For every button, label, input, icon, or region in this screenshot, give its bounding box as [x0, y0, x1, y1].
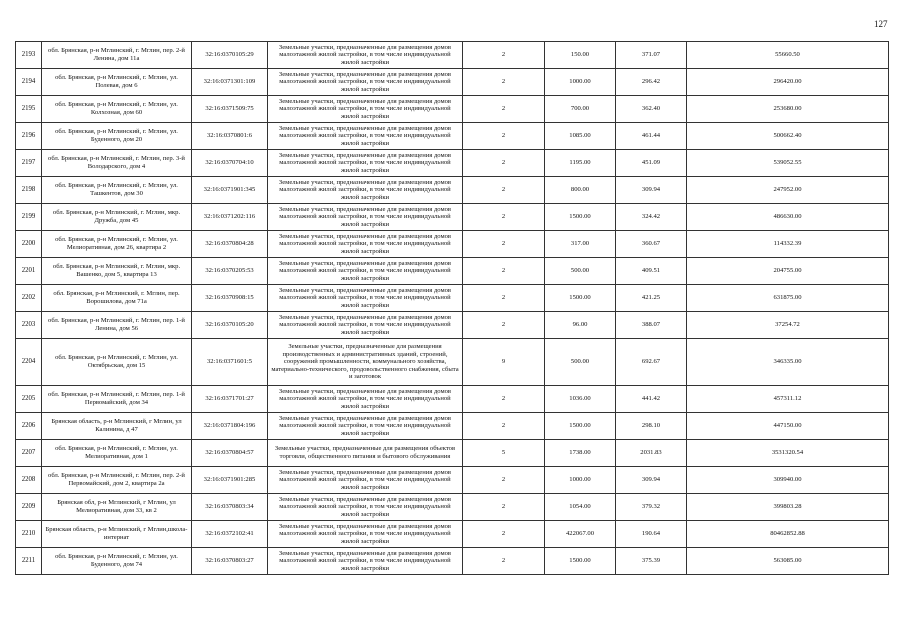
specific-value-cell: 362.40 — [616, 96, 687, 123]
address-cell: обл. Брянская, р-н Мглинский, г. Мглин, пер. Ворошилова, дом 71а — [42, 285, 192, 312]
cadastral-number-cell: 32:16:0371301:109 — [192, 69, 268, 96]
permitted-use-cell: Земельные участки, предназначенные для размещения домов малоэтажной жилой застройки, в том числе индивидуальной жилой застройки — [268, 285, 463, 312]
specific-value-cell: 298.10 — [616, 413, 687, 440]
cadastral-number-cell: 32:16:0370105:20 — [192, 312, 268, 339]
area-cell: 150.00 — [545, 42, 616, 69]
permitted-use-cell: Земельные участки, предназначенные для размещения домов малоэтажной жилой застройки, в том числе индивидуальной жилой застройки — [268, 42, 463, 69]
cadastral-value-cell: 346335.00 — [687, 339, 889, 386]
use-group-cell: 2 — [463, 123, 545, 150]
specific-value-cell: 309.94 — [616, 467, 687, 494]
table-row — [16, 521, 889, 548]
row-number-cell: 2198 — [16, 177, 42, 204]
address-cell: обл. Брянская, р-н Мглинский, г. Мглин, пер. 2-й Первомайский, дом 2, квартира 2а — [42, 467, 192, 494]
specific-value-cell: 388.07 — [616, 312, 687, 339]
cadastral-value-cell: 500662.40 — [687, 123, 889, 150]
address-cell: обл. Брянская, р-н Мглинский, г. Мглин, мкр. Вашенко, дом 5, квартира 13 — [42, 258, 192, 285]
specific-value-cell: 371.07 — [616, 42, 687, 69]
area-cell: 500.00 — [545, 339, 616, 386]
address-cell: обл. Брянская, р-н Мглинский, г. Мглин, ул. Мелиоративная, дом 26, квартира 2 — [42, 231, 192, 258]
specific-value-cell: 375.39 — [616, 548, 687, 575]
area-cell: 800.00 — [545, 177, 616, 204]
cadastral-value-cell: 309940.00 — [687, 467, 889, 494]
address-cell: обл. Брянская, р-н Мглинский, г. Мглин, ул. Буденного, дом 74 — [42, 548, 192, 575]
use-group-cell: 2 — [463, 285, 545, 312]
row-number-cell: 2195 — [16, 96, 42, 123]
permitted-use-cell: Земельные участки, предназначенные для размещения домов малоэтажной жилой застройки, в том числе индивидуальной жилой застройки — [268, 494, 463, 521]
row-number-cell: 2205 — [16, 386, 42, 413]
cadastral-value-cell: 447150.00 — [687, 413, 889, 440]
table-row — [16, 150, 889, 177]
address-cell: обл. Брянская, р-н Мглинский, г. Мглин, пер. 2-й Ленина, дом 11а — [42, 42, 192, 69]
specific-value-cell: 692.67 — [616, 339, 687, 386]
address-cell: обл. Брянская, р-н Мглинский, г. Мглин, ул. Ташкентов, дом 30 — [42, 177, 192, 204]
cadastral-number-cell: 32:16:0371701:27 — [192, 386, 268, 413]
cadastral-value-cell: 486630.00 — [687, 204, 889, 231]
table-row — [16, 177, 889, 204]
specific-value-cell: 441.42 — [616, 386, 687, 413]
use-group-cell: 2 — [463, 312, 545, 339]
row-number-cell: 2202 — [16, 285, 42, 312]
table-row — [16, 285, 889, 312]
row-number-cell: 2193 — [16, 42, 42, 69]
cadastral-number-cell: 32:16:0370804:57 — [192, 440, 268, 467]
use-group-cell: 2 — [463, 42, 545, 69]
use-group-cell: 2 — [463, 258, 545, 285]
row-number-cell: 2203 — [16, 312, 42, 339]
cadastral-value-cell: 3531320.54 — [687, 440, 889, 467]
address-cell: обл. Брянская, р-н Мглинский, г. Мглин, мкр. Дружба, дом 45 — [42, 204, 192, 231]
cadastral-number-cell: 32:16:0370801:6 — [192, 123, 268, 150]
cadastral-value-cell: 457311.12 — [687, 386, 889, 413]
cadastral-value-cell: 80462852.88 — [687, 521, 889, 548]
table-row — [16, 440, 889, 467]
specific-value-cell: 360.67 — [616, 231, 687, 258]
table-row — [16, 204, 889, 231]
permitted-use-cell: Земельные участки, предназначенные для размещения домов малоэтажной жилой застройки, в том числе индивидуальной жилой застройки — [268, 467, 463, 494]
use-group-cell: 2 — [463, 386, 545, 413]
row-number-cell: 2209 — [16, 494, 42, 521]
address-cell: обл. Брянская, р-н Мглинский, г. Мглин, пер. 1-й Первомайский, дом 34 — [42, 386, 192, 413]
row-number-cell: 2200 — [16, 231, 42, 258]
use-group-cell: 2 — [463, 494, 545, 521]
area-cell: 1500.00 — [545, 204, 616, 231]
address-cell: обл. Брянская, р-н Мглинский, г. Мглин, пер. 3-й Володарского, дом 4 — [42, 150, 192, 177]
cadastral-number-cell: 32:16:0370908:15 — [192, 285, 268, 312]
permitted-use-cell: Земельные участки, предназначенные для размещения домов малоэтажной жилой застройки, в том числе индивидуальной жилой застройки — [268, 548, 463, 575]
row-number-cell: 2199 — [16, 204, 42, 231]
page-number: 127 — [874, 19, 888, 29]
area-cell: 1000.00 — [545, 467, 616, 494]
cadastral-number-cell: 32:16:0371901:345 — [192, 177, 268, 204]
table-row — [16, 123, 889, 150]
area-cell: 1036.00 — [545, 386, 616, 413]
area-cell: 1085.00 — [545, 123, 616, 150]
permitted-use-cell: Земельные участки, предназначенные для размещения производственных и административных зданий, строений, сооружений промышленности, коммунального хозяйства, материально-технического, продовольственного снабжения, сбыта и заготовок — [268, 339, 463, 386]
cadastral-number-cell: 32:16:0371601:5 — [192, 339, 268, 386]
table-row — [16, 494, 889, 521]
specific-value-cell: 309.94 — [616, 177, 687, 204]
table-row — [16, 413, 889, 440]
cadastral-number-cell: 32:16:0371804:196 — [192, 413, 268, 440]
address-cell: обл. Брянская, р-н Мглинский, г. Мглин, пер. 1-й Ленина, дом 56 — [42, 312, 192, 339]
use-group-cell: 2 — [463, 96, 545, 123]
use-group-cell: 2 — [463, 467, 545, 494]
cadastral-value-cell: 37254.72 — [687, 312, 889, 339]
table-row — [16, 339, 889, 386]
permitted-use-cell: Земельные участки, предназначенные для размещения домов малоэтажной жилой застройки, в том числе индивидуальной жилой застройки — [268, 96, 463, 123]
address-cell: обл. Брянская, р-н Мглинский, г. Мглин, ул. Мелиоративная, дом 1 — [42, 440, 192, 467]
cadastral-value-cell: 55660.50 — [687, 42, 889, 69]
row-number-cell: 2194 — [16, 69, 42, 96]
table-row — [16, 386, 889, 413]
area-cell: 700.00 — [545, 96, 616, 123]
table-row — [16, 258, 889, 285]
area-cell: 317.00 — [545, 231, 616, 258]
row-number-cell: 2211 — [16, 548, 42, 575]
permitted-use-cell: Земельные участки, предназначенные для размещения домов малоэтажной жилой застройки, в том числе индивидуальной жилой застройки — [268, 204, 463, 231]
cadastral-value-cell: 253680.00 — [687, 96, 889, 123]
cadastral-value-cell: 539052.55 — [687, 150, 889, 177]
permitted-use-cell: Земельные участки, предназначенные для размещения домов малоэтажной жилой застройки, в том числе индивидуальной жилой застройки — [268, 123, 463, 150]
table-row — [16, 231, 889, 258]
permitted-use-cell: Земельные участки, предназначенные для размещения домов малоэтажной жилой застройки, в том числе индивидуальной жилой застройки — [268, 150, 463, 177]
area-cell: 1500.00 — [545, 413, 616, 440]
row-number-cell: 2204 — [16, 339, 42, 386]
permitted-use-cell: Земельные участки, предназначенные для размещения домов малоэтажной жилой застройки, в том числе индивидуальной жилой застройки — [268, 413, 463, 440]
use-group-cell: 2 — [463, 413, 545, 440]
specific-value-cell: 421.25 — [616, 285, 687, 312]
specific-value-cell: 451.09 — [616, 150, 687, 177]
use-group-cell: 2 — [463, 231, 545, 258]
address-cell: Брянская область, р-н Мглинский, г Мглин, ул Калинина, д 47 — [42, 413, 192, 440]
table-row — [16, 96, 889, 123]
use-group-cell: 2 — [463, 204, 545, 231]
use-group-cell: 2 — [463, 548, 545, 575]
row-number-cell: 2197 — [16, 150, 42, 177]
use-group-cell: 5 — [463, 440, 545, 467]
cadastral-number-cell: 32:16:0370803:27 — [192, 548, 268, 575]
row-number-cell: 2196 — [16, 123, 42, 150]
area-cell: 500.00 — [545, 258, 616, 285]
cadastral-number-cell: 32:16:0371509:75 — [192, 96, 268, 123]
address-cell: обл. Брянская, р-н Мглинский, г. Мглин, ул. Колхозная, дом 60 — [42, 96, 192, 123]
permitted-use-cell: Земельные участки, предназначенные для размещения домов малоэтажной жилой застройки, в том числе индивидуальной жилой застройки — [268, 386, 463, 413]
use-group-cell: 2 — [463, 150, 545, 177]
address-cell: обл. Брянская, р-н Мглинский, г. Мглин, ул. Буденного, дом 20 — [42, 123, 192, 150]
table-row — [16, 69, 889, 96]
cadastral-value-cell: 114332.39 — [687, 231, 889, 258]
address-cell: обл. Брянская, р-н Мглинский, г. Мглин, ул. Октябрьская, дом 15 — [42, 339, 192, 386]
specific-value-cell: 379.32 — [616, 494, 687, 521]
permitted-use-cell: Земельные участки, предназначенные для размещения домов малоэтажной жилой застройки, в том числе индивидуальной жилой застройки — [268, 312, 463, 339]
use-group-cell: 2 — [463, 69, 545, 96]
area-cell: 422067.00 — [545, 521, 616, 548]
row-number-cell: 2207 — [16, 440, 42, 467]
permitted-use-cell: Земельные участки, предназначенные для размещения домов малоэтажной жилой застройки, в том числе индивидуальной жилой застройки — [268, 258, 463, 285]
address-cell: Брянская обл, р-н Мглинский, г Мглин, ул Мелиоративная, дом 33, кв 2 — [42, 494, 192, 521]
address-cell: Брянская область, р-н Мглинский, г Мглин,школа-интернат — [42, 521, 192, 548]
cadastral-number-cell: 32:16:0371202:116 — [192, 204, 268, 231]
area-cell: 96.00 — [545, 312, 616, 339]
specific-value-cell: 296.42 — [616, 69, 687, 96]
address-cell: обл. Брянская, р-н Мглинский, г. Мглин, ул. Полевая, дом 6 — [42, 69, 192, 96]
cadastral-number-cell: 32:16:0370804:28 — [192, 231, 268, 258]
use-group-cell: 2 — [463, 177, 545, 204]
cadastral-value-cell: 631875.00 — [687, 285, 889, 312]
table-row — [16, 42, 889, 69]
row-number-cell: 2208 — [16, 467, 42, 494]
area-cell: 1000.00 — [545, 69, 616, 96]
area-cell: 1738.00 — [545, 440, 616, 467]
area-cell: 1500.00 — [545, 285, 616, 312]
cadastral-value-cell: 563085.00 — [687, 548, 889, 575]
permitted-use-cell: Земельные участки, предназначенные для размещения домов малоэтажной жилой застройки, в том числе индивидуальной жилой застройки — [268, 231, 463, 258]
cadastral-number-cell: 32:16:0370105:29 — [192, 42, 268, 69]
use-group-cell: 2 — [463, 521, 545, 548]
specific-value-cell: 461.44 — [616, 123, 687, 150]
specific-value-cell: 190.64 — [616, 521, 687, 548]
cadastral-number-cell: 32:16:0372102:41 — [192, 521, 268, 548]
cadastral-value-cell: 399803.28 — [687, 494, 889, 521]
land-plot-register-table — [15, 41, 889, 575]
area-cell: 1054.00 — [545, 494, 616, 521]
area-cell: 1195.00 — [545, 150, 616, 177]
specific-value-cell: 2031.83 — [616, 440, 687, 467]
use-group-cell: 9 — [463, 339, 545, 386]
permitted-use-cell: Земельные участки, предназначенные для размещения объектов торговли, общественного питания и бытового обслуживания — [268, 440, 463, 467]
area-cell: 1500.00 — [545, 548, 616, 575]
row-number-cell: 2206 — [16, 413, 42, 440]
specific-value-cell: 324.42 — [616, 204, 687, 231]
permitted-use-cell: Земельные участки, предназначенные для размещения домов малоэтажной жилой застройки, в том числе индивидуальной жилой застройки — [268, 69, 463, 96]
table-row — [16, 312, 889, 339]
cadastral-number-cell: 32:16:0370704:10 — [192, 150, 268, 177]
permitted-use-cell: Земельные участки, предназначенные для размещения домов малоэтажной жилой застройки, в том числе индивидуальной жилой застройки — [268, 177, 463, 204]
cadastral-number-cell: 32:16:0371901:285 — [192, 467, 268, 494]
row-number-cell: 2201 — [16, 258, 42, 285]
row-number-cell: 2210 — [16, 521, 42, 548]
table-row — [16, 467, 889, 494]
cadastral-number-cell: 32:16:0370803:34 — [192, 494, 268, 521]
cadastral-value-cell: 296420.00 — [687, 69, 889, 96]
cadastral-number-cell: 32:16:0370205:53 — [192, 258, 268, 285]
specific-value-cell: 409.51 — [616, 258, 687, 285]
permitted-use-cell: Земельные участки, предназначенные для размещения домов малоэтажной жилой застройки, в том числе индивидуальной жилой застройки — [268, 521, 463, 548]
cadastral-value-cell: 204755.00 — [687, 258, 889, 285]
cadastral-value-cell: 247952.00 — [687, 177, 889, 204]
table-row — [16, 548, 889, 575]
register-body — [16, 42, 889, 575]
